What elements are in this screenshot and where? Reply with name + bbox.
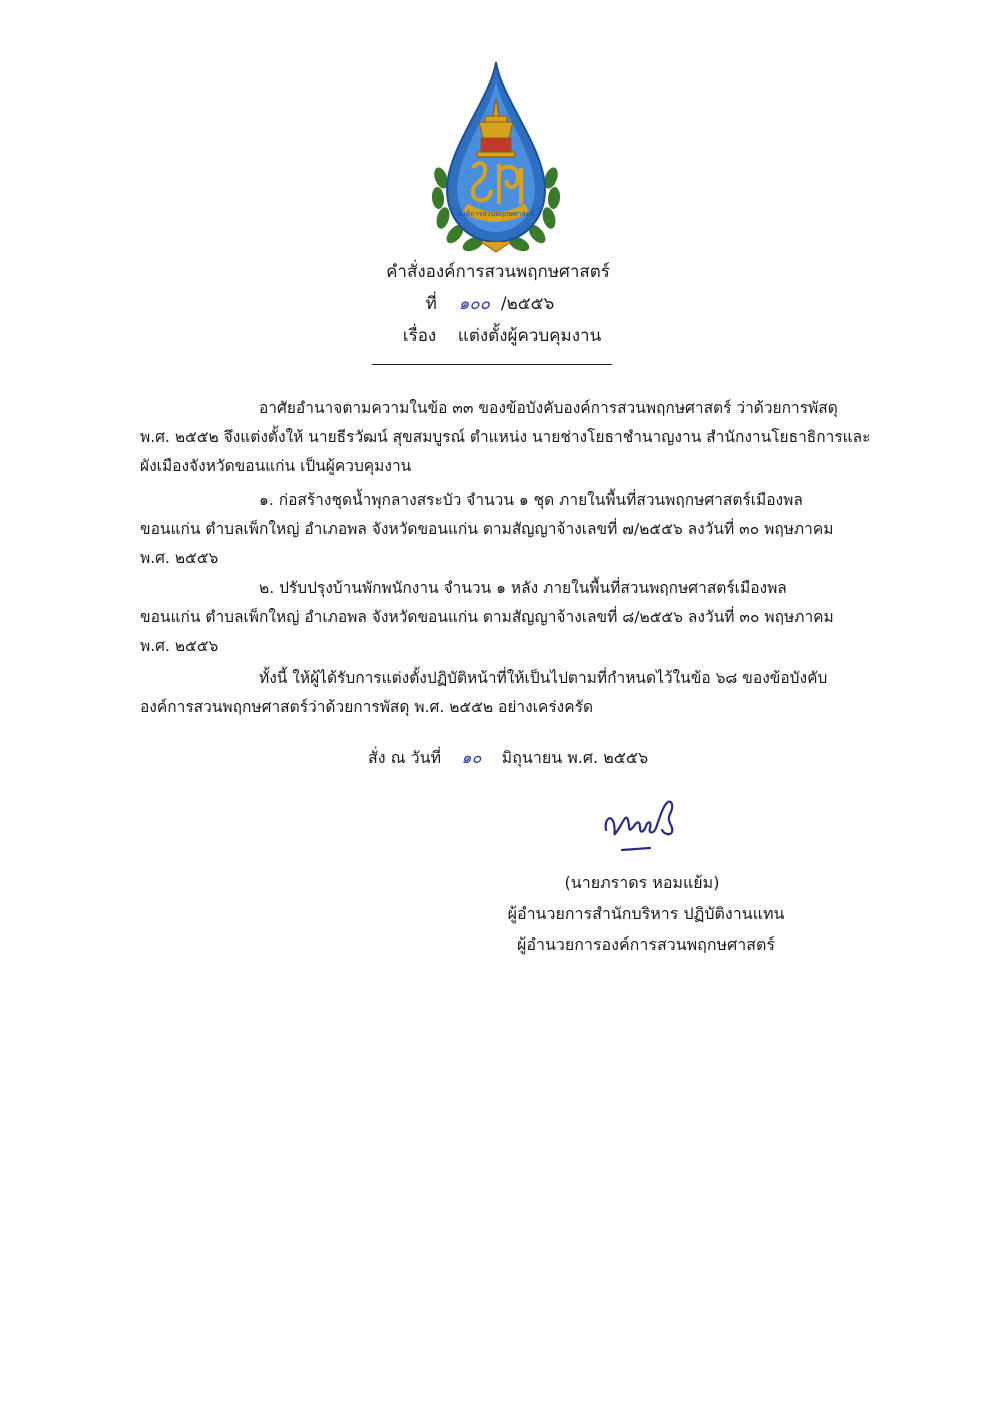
paragraph-duties bbox=[140, 664, 910, 722]
order-date bbox=[368, 744, 648, 772]
subject-label: เรื่อง bbox=[402, 326, 437, 346]
paragraph-line: พ.ศ. ๒๕๕๖ bbox=[140, 637, 219, 655]
water-drop-emblem-icon bbox=[425, 58, 567, 256]
paragraph-line: อาศัยอำนาจตามความในข้อ ๓๓ ของข้อบังคับองค์การสวนพฤกษศาสตร์ ว่าด้วยการพัสดุ bbox=[259, 399, 838, 417]
number-label: ที่ bbox=[425, 294, 437, 314]
signatory-name bbox=[142, 868, 1000, 897]
signatory-position-2-text: ผู้อำนวยการองค์การสวนพฤกษศาสตร์ bbox=[517, 935, 775, 954]
date-day: ๑๐ bbox=[461, 748, 482, 767]
signatory-position-1-text: ผู้อำนวยการสำนักบริหาร ปฏิบัติงานแทน bbox=[507, 904, 785, 923]
paragraph-authority bbox=[140, 394, 910, 481]
header-divider bbox=[372, 364, 612, 365]
organization-emblem bbox=[425, 58, 567, 256]
number-suffix: /๒๕๕๖ bbox=[500, 294, 555, 314]
signatory-position-2 bbox=[146, 930, 1000, 959]
paragraph-line: ๑. ก่อสร้างชุดน้ำพุกลางสระบัว จำนวน ๑ ชุด ภายในพื้นที่สวนพฤกษศาสตร์เมืองพล bbox=[259, 491, 803, 509]
emblem-text: องค์การสวนพฤกษศาสตร์ bbox=[458, 210, 534, 218]
paragraph-item-1 bbox=[140, 486, 910, 573]
subject-value: แต่งตั้งผู้ควบคุมงาน bbox=[457, 326, 602, 346]
paragraph-item-2 bbox=[140, 574, 910, 661]
order-subject bbox=[2, 322, 1000, 350]
paragraph-line: พ.ศ. ๒๕๕๒ จึงแต่งตั้งให้ นายธีรวัฒน์ สุขสมบูรณ์ ตำแหน่ง นายช่างโยธาชำนาญงาน สำนักงานโยธาธิการและ bbox=[140, 428, 871, 446]
paragraph-line: องค์การสวนพฤกษศาสตร์ว่าด้วยการพัสดุ พ.ศ. ๒๕๕๒ อย่างเคร่งครัด bbox=[140, 698, 594, 716]
date-prefix: สั่ง ณ วันที่ bbox=[368, 748, 442, 767]
paragraph-line: ขอนแก่น ตำบลเพ็กใหญ่ อำเภอพล จังหวัดขอนแก่น ตามสัญญาจ้างเลขที่ ๗/๒๕๕๖ ลงวันที่ ๓๐ พฤษภาคม bbox=[140, 520, 834, 538]
number-value: ๑๐๐ bbox=[458, 294, 491, 314]
paragraph-line: ผังเมืองจังหวัดขอนแก่น เป็นผู้ควบคุมงาน bbox=[140, 457, 412, 475]
handwritten-signature bbox=[598, 790, 688, 860]
paragraph-line: ๒. ปรับปรุงบ้านพักพนักงาน จำนวน ๑ หลัง ภายในพื้นที่สวนพฤกษศาสตร์เมืองพล bbox=[259, 579, 787, 597]
paragraph-line: พ.ศ. ๒๕๕๖ bbox=[140, 549, 219, 567]
signatory-position-1 bbox=[146, 899, 1000, 928]
signatory-name-text: (นายภราดร หอมแย้ม) bbox=[564, 873, 720, 892]
paragraph-line: ขอนแก่น ตำบลเพ็กใหญ่ อำเภอพล จังหวัดขอนแก่น ตามสัญญาจ้างเลขที่ ๘/๒๕๕๖ ลงวันที่ ๓๐ พฤษภาคม bbox=[140, 608, 834, 626]
paragraph-line: ทั้งนี้ ให้ผู้ได้รับการแต่งตั้งปฏิบัติหน้าที่ให้เป็นไปตามที่กำหนดไว้ในข้อ ๖๘ ของข้อบังคับ bbox=[259, 669, 828, 687]
document-title bbox=[0, 258, 998, 286]
title-text: คำสั่งองค์การสวนพฤกษศาสตร์ bbox=[386, 262, 610, 282]
date-rest: มิถุนายน พ.ศ. ๒๕๕๖ bbox=[501, 748, 649, 767]
order-number bbox=[0, 290, 990, 318]
